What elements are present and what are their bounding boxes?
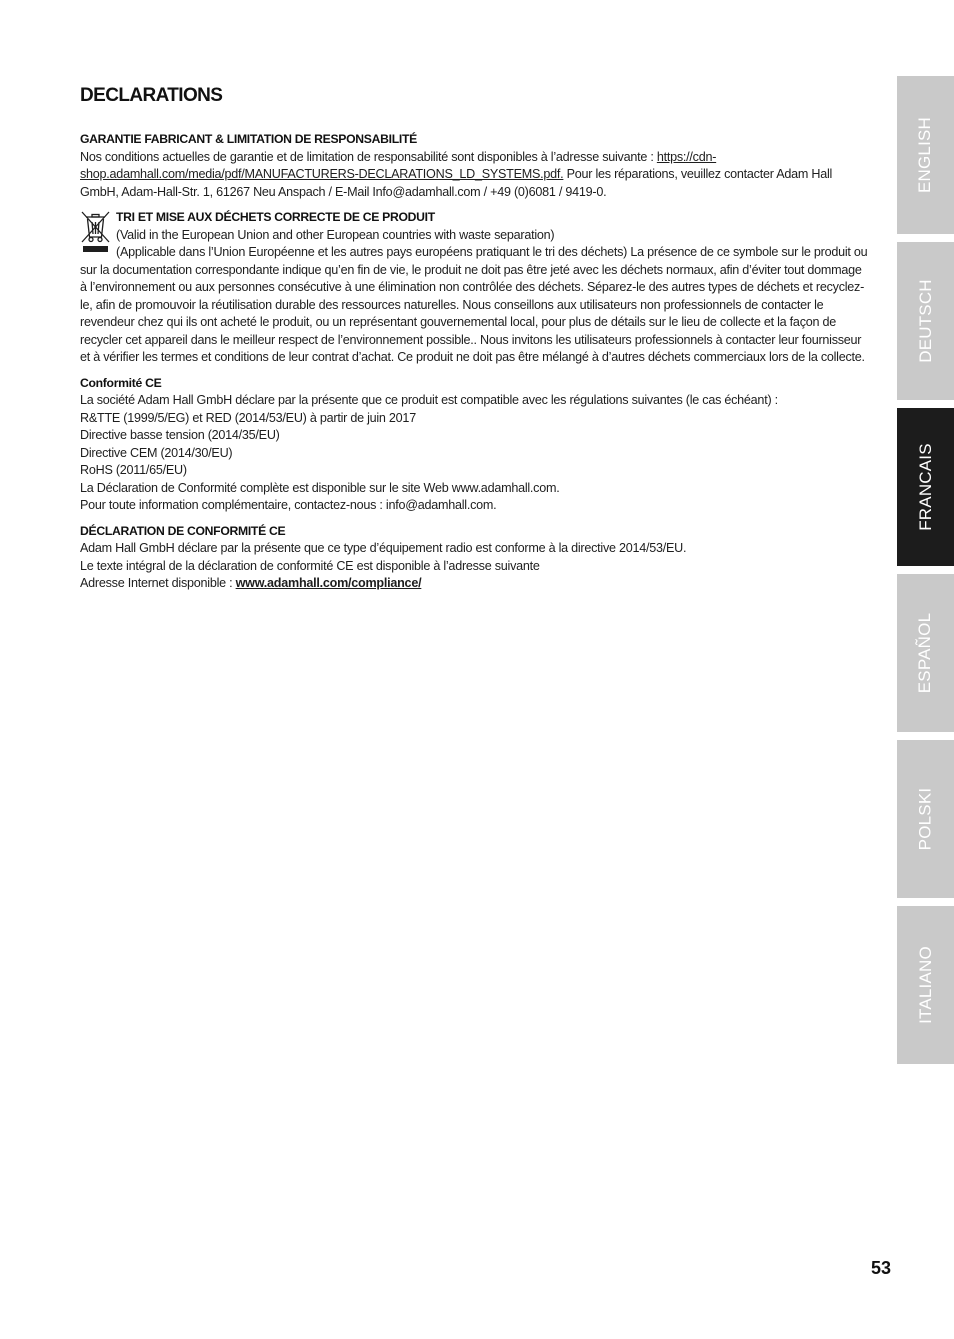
tab-polski[interactable] (897, 740, 954, 898)
tab-label: ENGLISH (915, 116, 935, 194)
tab-label: ITALIANO (915, 946, 935, 1024)
ce-line: Directive basse tension (2014/35/EU) (80, 428, 280, 442)
compliance-link[interactable]: www.adamhall.com/compliance/ (235, 576, 422, 590)
main-content (80, 84, 868, 601)
warranty-text (80, 149, 868, 202)
weee-note: (Valid in the European Union and other European countries with waste separation) (116, 227, 555, 242)
tab-label: ESPAÑOL (915, 612, 935, 694)
ce-line: R&TTE (1999/5/EG) et RED (2014/53/EU) à partir de juin 2017 (80, 410, 416, 425)
weee-header (80, 209, 868, 244)
weee-text-content: (Applicable dans l’Union Européenne et les autres pays européens pratiquant le tri des déchets) La présence de ce symbole sur le produit ou sur la documentation correspondante indique qu’en fin de vie, le produit ne doit pas être jeté avec les déchets normaux, afin d’éviter tout dommage à l’environnement ou aux personnes consécutive à une élimination non contrôlée des déchets. Séparez-le des autres types de déchets et recyclez-le, afin de promouvoir la réutilisation durable des ressources naturelles. Nous conseillons aux utilisateurs non professionnels de contacter le revendeur chez qui ils ont acheté le produit, ou un représentant gouvernemental local, pour plus de détails sur le lieu de collecte et la façon de recycler cet appareil dans le meilleur respect de l’environnement possible.. Nous invitons les utilisateurs professionnels à contacter leur fournisseur et à vérifier les termes et conditions de leur contrat d’achat. Ce produit ne doit pas être mélangé à d’autres déchets commerciaux lors de la collecte. (80, 245, 868, 364)
declaration-line: Le texte intégral de la déclaration de conformité CE est disponible à l’adresse suivante (80, 558, 540, 573)
page-number: 53 (871, 1258, 892, 1278)
crossed-out-wheelie-bin-icon (80, 210, 111, 254)
warranty-text-after: Pour les réparations, veuillez contacter Adam Hall GmbH, Adam-Hall-Str. 1, 61267 Neu Anspach / E-Mail Info@adamhall.com / +49 (0)6081 / 9419-0. (80, 167, 833, 199)
warranty-heading: GARANTIE FABRICANT & LIMITATION DE RESPONSABILITÉ (80, 132, 417, 146)
declaration-section (80, 523, 868, 593)
tab-english[interactable] (897, 76, 954, 234)
warranty-section (80, 131, 868, 201)
declaration-line: Adam Hall GmbH déclare par la présente que ce type d’équipement radio est conforme à la directive 2014/53/EU. (80, 541, 687, 555)
tab-deutsch[interactable] (897, 242, 954, 400)
tab-italiano[interactable] (897, 906, 954, 1064)
weee-text (80, 244, 868, 367)
warranty-text-before: Nos conditions actuelles de garantie et de limitation de responsabilité sont disponibles à l’adresse suivante : (80, 149, 657, 164)
declaration-address (80, 575, 868, 593)
ce-line: La société Adam Hall GmbH déclare par la présente que ce produit est compatible avec les régulations suivantes (le cas échéant) : (80, 393, 778, 407)
weee-section (80, 209, 868, 367)
warranty-pdf-link[interactable]: https://cdn-shop.adamhall.com/media/pdf/MANUFACTURERS-DECLARATIONS_LD_SYSTEMS.pdf. (80, 149, 717, 181)
tab-label: POLSKI (915, 787, 935, 851)
ce-line: Directive CEM (2014/30/EU) (80, 445, 233, 460)
weee-heading: TRI ET MISE AUX DÉCHETS CORRECTE DE CE PRODUIT (116, 210, 435, 224)
page-title: DECLARATIONS (80, 85, 223, 106)
tab-francais[interactable] (897, 408, 954, 566)
ce-line: Pour toute information complémentaire, contactez-nous : info@adamhall.com. (80, 498, 497, 512)
ce-line: RoHS (2011/65/EU) (80, 463, 187, 477)
ce-line: La Déclaration de Conformité complète est disponible sur le site Web www.adamhall.com. (80, 480, 560, 495)
tab-label: DEUTSCH (915, 279, 935, 363)
ce-heading: Conformité CE (80, 375, 162, 390)
tab-label: FRANCAIS (915, 443, 935, 531)
declaration-heading: DÉCLARATION DE CONFORMITÉ CE (80, 523, 286, 538)
ce-section (80, 375, 868, 515)
address-label: Adresse Internet disponible : (80, 576, 236, 590)
tab-espanol[interactable] (897, 574, 954, 732)
